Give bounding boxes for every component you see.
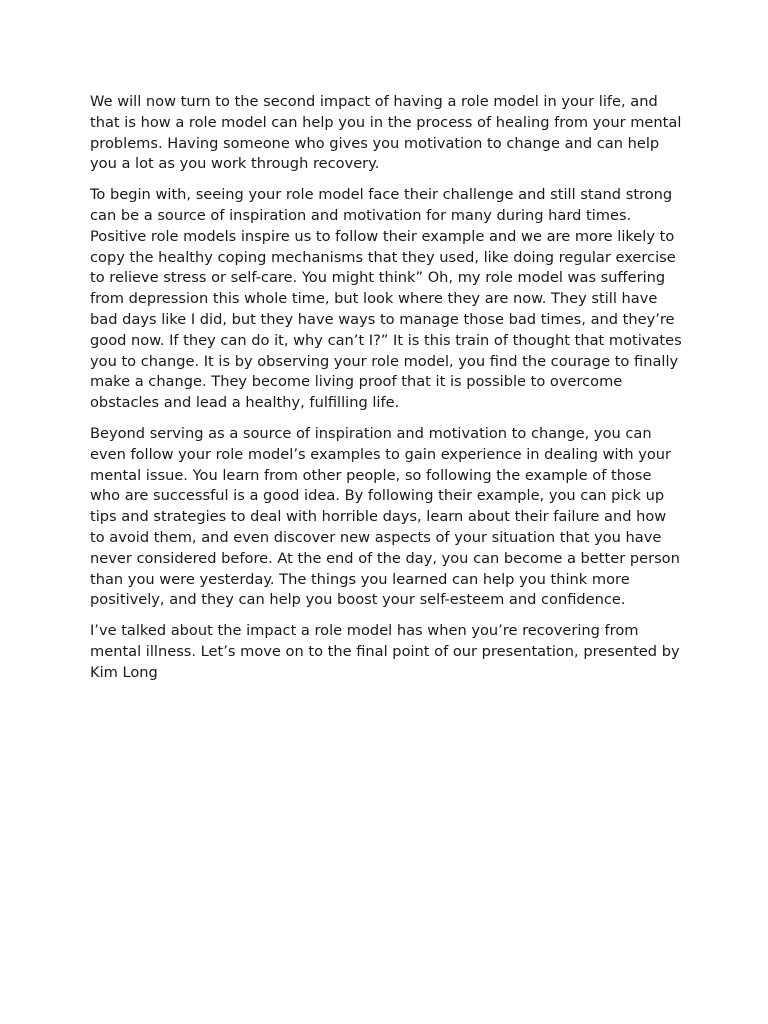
paragraph-1: We will now turn to the second impact of having a role model in your life, and that is how a role model can help you in the process of healing from your mental problems. Having someone who gives you motivation to change and can help you a lot as you work through recovery. (90, 93, 682, 173)
document-body (90, 92, 682, 694)
paragraph-3: Beyond serving as a source of inspiration and motivation to change, you can even follow your role model’s examples to gain experience in dealing with your mental issue. You learn from other people, so following the example of those who are successful is a good idea. By following their example, you can pick up tips and strategies to deal with horrible days, learn about their failure and how to avoid them, and even discover new aspects of your situation that you have never considered before. At the end of the day, you can become a better person than you were yesterday. The things you learned can help you think more positively, and they can help you boost your self-esteem and confidence. (90, 424, 680, 609)
paragraph-2: To begin with, seeing your role model face their challenge and still stand strong can be a source of inspiration and motivation for many during hard times. Positive role models inspire us to follow their example and we are more likely to copy the healthy coping mechanisms that they used, like doing regular exercise to relieve stress or self-care. You might think” Oh, my role model was suffering from depression this whole time, but look where they are now. They still have bad days like I did, but they have ways to manage those bad times, and they’re good now. If they can do it, why can’t I?” It is this train of thought that motivates you to change. It is by observing your role model, you find the courage to finally make a change. They become living proof that it is possible to overcome obstacles and lead a healthy, fulfilling life. (90, 186, 682, 412)
paragraph-4: I’ve talked about the impact a role model has when you’re recovering from mental illness. Let’s move on to the final point of our presentation, presented by Kim Long (90, 622, 680, 681)
